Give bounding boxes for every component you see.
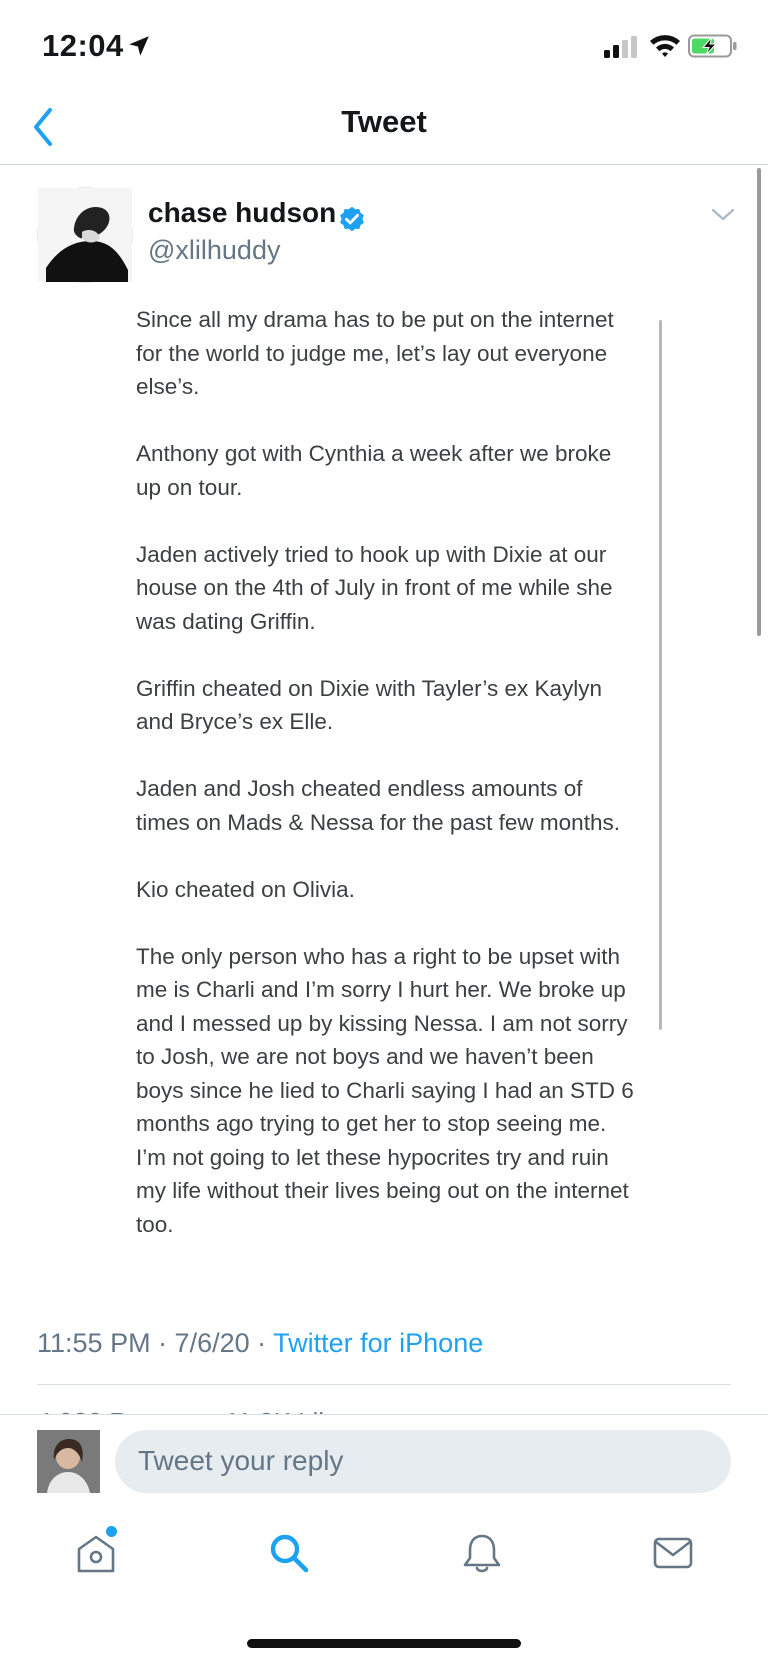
author-handle[interactable]: @xlilhuddy [148, 235, 281, 265]
text-scrollbar[interactable] [659, 320, 662, 1030]
reply-input[interactable] [115, 1430, 731, 1493]
location-arrow-icon [126, 33, 152, 59]
nav-bar [0, 92, 768, 165]
battery-charging-icon [688, 34, 738, 58]
search-icon[interactable] [266, 1530, 312, 1576]
tab-bar [0, 1506, 768, 1606]
author-name[interactable]: chase hudson [148, 197, 337, 228]
tweet-text [136, 303, 636, 1241]
wifi-icon [648, 32, 682, 58]
user-avatar-photo [37, 1430, 100, 1493]
mail-icon[interactable] [650, 1530, 696, 1576]
divider [37, 1384, 731, 1385]
status-bar [0, 0, 768, 92]
tweet-meta [37, 1328, 483, 1359]
reply-placeholder: Tweet your reply [138, 1445, 344, 1476]
home-indicator[interactable] [247, 1639, 521, 1648]
page-scrollbar[interactable] [757, 168, 761, 636]
verified-badge-icon [338, 205, 366, 233]
reply-bar [0, 1414, 768, 1507]
tweet-timestamp: 11:55 PM · 7/6/20 · [37, 1328, 274, 1358]
user-avatar[interactable] [37, 1430, 100, 1493]
status-time: 12:04 [42, 28, 124, 63]
avatar-photo [38, 188, 132, 282]
tweet-paragraph: Since all my drama has to be put on the internet for the world to judge me, let’s lay out everyone else’s. [136, 307, 614, 399]
tweet-source-link[interactable]: Twitter for iPhone [273, 1328, 484, 1358]
tweet-paragraph: Anthony got with Cynthia a week after we broke up on tour. [136, 441, 612, 500]
notification-dot [106, 1526, 117, 1537]
tweet-paragraph: Griffin cheated on Dixie with Tayler’s ex Kaylyn and Bryce’s ex Elle. [136, 675, 603, 734]
tweet-paragraph: Jaden and Josh cheated endless amounts of times on Mads & Nessa for the past few months. [136, 776, 620, 835]
cellular-signal-icon [604, 36, 640, 58]
tweet-detail [0, 165, 768, 1413]
page-title: Tweet [341, 104, 427, 139]
tweet-paragraph: Kio cheated on Olivia. [136, 876, 355, 902]
tweet-paragraph: The only person who has a right to be upset with me is Charli and I’m sorry I hurt her. We broke up and I messed up by kissing Nessa. I am not sorry to Josh, we are not boys and we haven’t been boys since he lied to Charli saying I had an STD 6 months ago trying to get her to stop seeing me. I’m not going to let these hypocrites try and ruin my life without their lives being out on the internet too. [136, 943, 634, 1237]
caret-down-icon[interactable] [710, 205, 736, 225]
tweet-paragraph: Jaden actively tried to hook up with Dixie at our house on the 4th of July in front of me while she was dating Griffin. [136, 541, 613, 634]
bell-icon[interactable] [459, 1530, 505, 1576]
author-avatar[interactable] [37, 187, 133, 283]
